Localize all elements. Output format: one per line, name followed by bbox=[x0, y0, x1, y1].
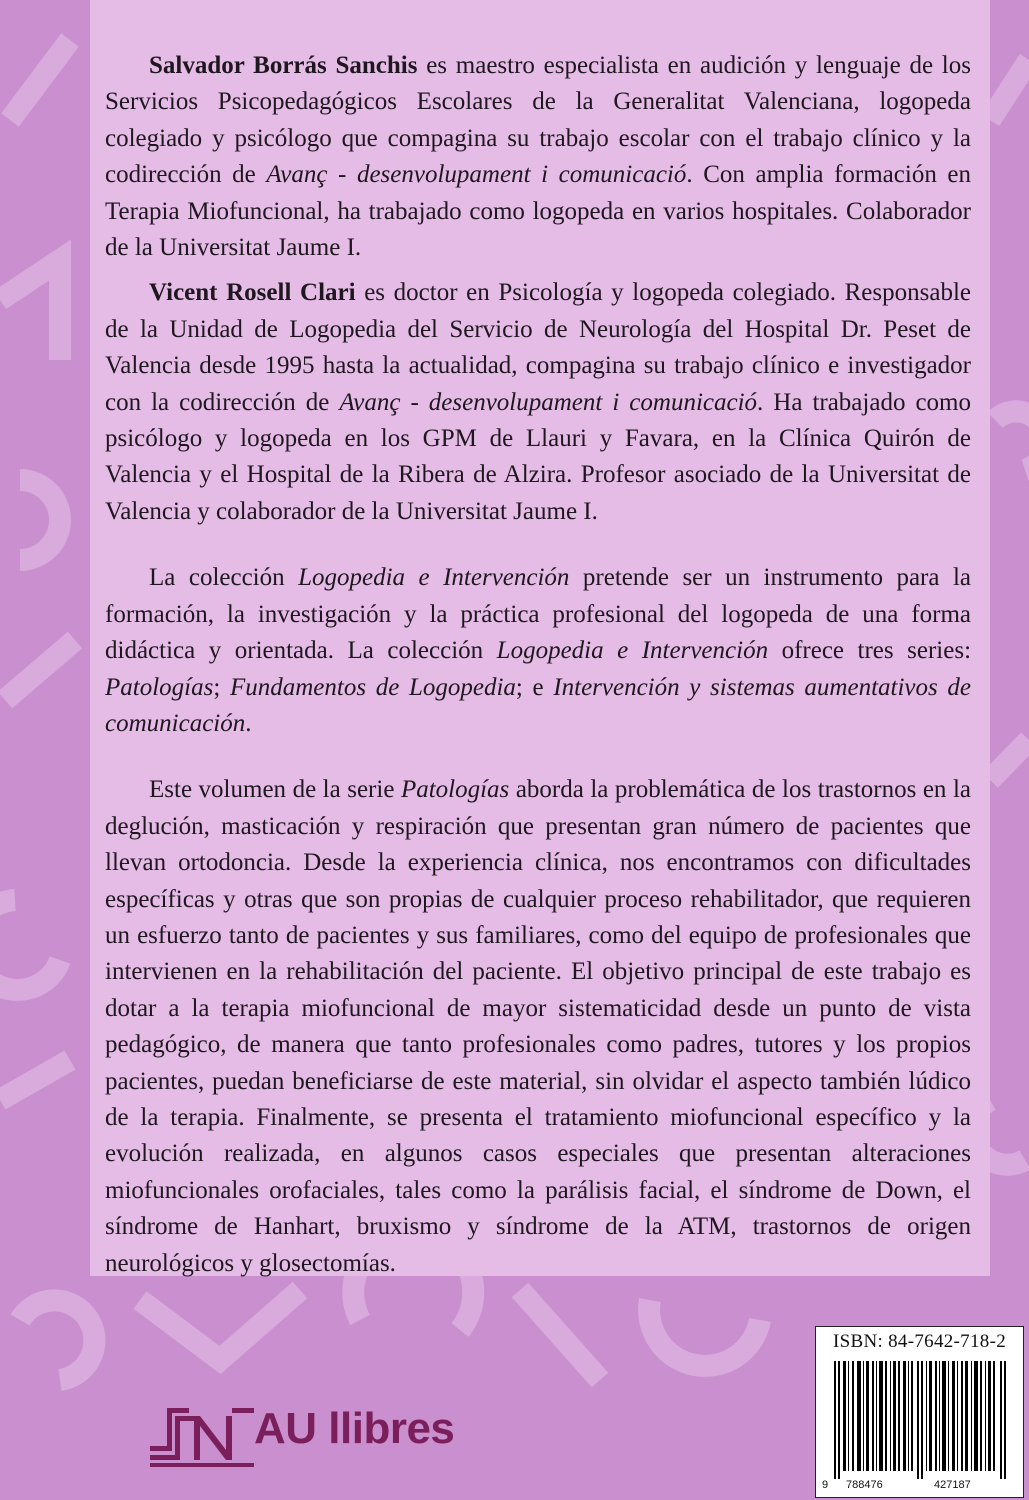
back-cover-text bbox=[105, 48, 971, 1282]
barcode-digits-right: 427187 bbox=[934, 1479, 971, 1491]
barcode-icon bbox=[824, 1361, 1015, 1479]
author-name-1: Salvador Borrás Sanchis bbox=[149, 52, 418, 79]
collection-description: La colección Logopedia e Intervención pretende ser un instrumento para la formación, la investigación y la práctica profesional del logopeda de una forma didáctica y orientada. La colección Logopedia e Intervención ofrece tres series: Patologías; Fundamentos de Logopedia; e Intervención y sistemas aumentativos de comunicación. bbox=[105, 564, 972, 737]
author-name-2: Vicent Rosell Clari bbox=[149, 279, 356, 307]
publisher-logo bbox=[150, 1402, 470, 1472]
nau-logo-mark-icon bbox=[150, 1402, 254, 1468]
isbn-barcode bbox=[815, 1326, 1024, 1498]
isbn-number: ISBN: 84-7642-718-2 bbox=[833, 1331, 1006, 1352]
author-bio-1: Salvador Borrás Sanchis es maestro especialista en audición y lenguaje de los Servicios Psicopedagógicos Escolares de la Generalitat Valenciana, logopeda colegiado y psicólogo que compagina su trabajo escolar con el trabajo clínico y la codirección de Avanç - desenvolupament i comunicació. Con amplia formación en Terapia Miofuncional, ha trabajado como logopeda en varios hospitales. Colaborador de la Universitat Jaume I. bbox=[105, 52, 971, 262]
author-bio-2: Vicent Rosell Clari es doctor en Psicología y logopeda colegiado. Responsable de la Unidad de Logopedia del Servicio de Neurología del Hospital Dr. Peset de Valencia desde 1995 hasta la actualidad, compagina su trabajo clínico e investigador con la codirección de Avanç - desenvolupament i comunicació. Ha trabajado como psicólogo y logopeda en los GPM de Llauri y Favara, en la Clínica Quirón de Valencia y el Hospital de la Ribera de Alzira. Profesor asociado de la Universitat de Valencia y colaborador de la Universitat Jaume I. bbox=[105, 279, 972, 525]
barcode-digit-first: 9 bbox=[822, 1479, 829, 1491]
publisher-name: AU llibres bbox=[254, 1404, 455, 1453]
barcode-digits-left: 788476 bbox=[846, 1479, 883, 1491]
volume-description: Este volumen de la serie Patologías aborda la problemática de los trastornos en la deglución, masticación y respiración que presentan gran número de pacientes que llevan ortodoncia. Desde la experiencia clínica, nos encontramos con dificultades específicas y otras que son propias de cualquier proceso rehabilitador, que requieren un esfuerzo tanto de pacientes y sus familiares, como del equipo de profesionales que intervienen en la rehabilitación del paciente. El objetivo principal de este trabajo es dotar a la terapia miofuncional de mayor sistematicidad desde un punto de vista pedagógico, de manera que tanto profesionales como padres, tutores y los propios pacientes, puedan beneficiarse de este material, sin olvidar el aspecto también lúdico de la terapia. Finalmente, se presenta el tratamiento miofuncional específico y la evolución realizada, en algunos casos especiales que presentan alteraciones miofuncionales orofaciales, tales como la parálisis facial, el síndrome de Down, el síndrome de Hanhart, bruxismo y síndrome de la ATM, trastornos de origen neurológicos y glosectomías. bbox=[105, 776, 971, 1277]
